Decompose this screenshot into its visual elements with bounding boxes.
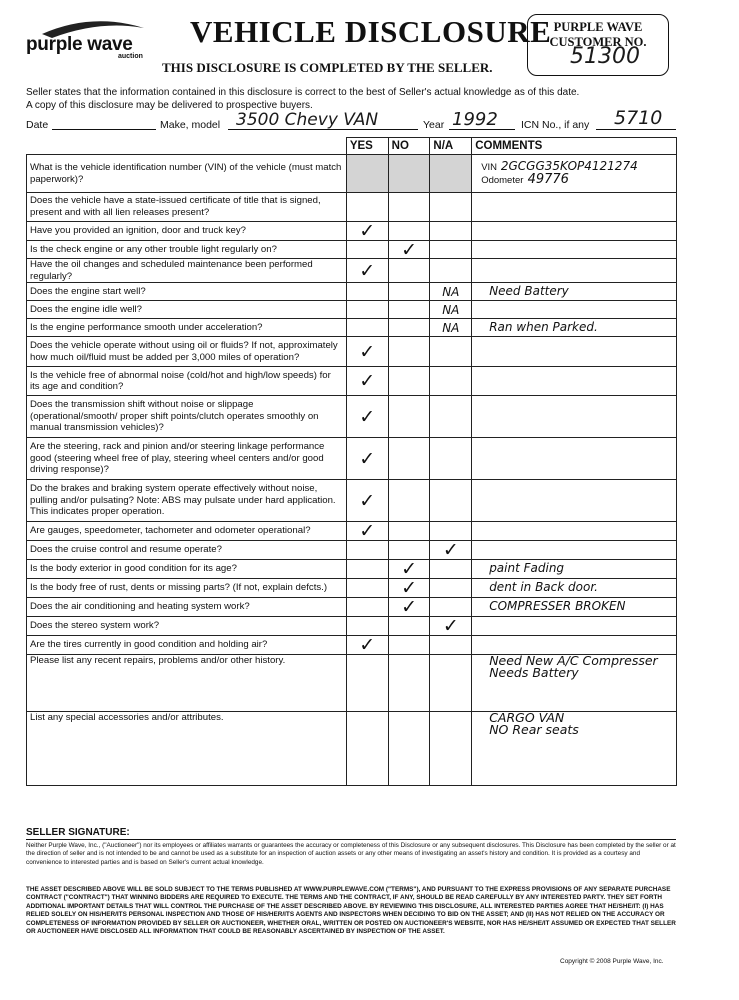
question-text: Are the tires currently in good condition and holding air? [27,636,347,655]
copyright-text: Copyright © 2008 Purple Wave, Inc. [560,958,664,965]
answer-cell-na[interactable] [430,337,472,367]
table-row [27,193,677,222]
answer-cell-yes[interactable] [346,367,388,396]
question-text: Does the vehicle have a state-issued certificate of title that is signed, present and with all lien releases present? [27,193,347,222]
odometer-label: Odometer [481,174,524,186]
question-text: Does the transmission shift without noise or slippage (operational/smooth/ proper shift points/clutch operates smoothly on manual transmission vehicles)? [27,396,347,438]
checkmark-icon: ✓ [442,615,459,638]
comment-cell[interactable] [472,541,677,560]
seller-signature-label: SELLER SIGNATURE: [26,827,130,838]
answer-cell-na[interactable] [430,241,472,259]
comment-cell[interactable] [472,301,677,319]
vin-line [475,158,673,174]
logo-subtext: auction [118,53,143,60]
na-mark: NA [442,302,460,317]
question-text: Does the vehicle operate without using oil or fluids? If not, approximately how much oil/fluid must be added per 3,000 miles of operation? [27,337,347,367]
answer-cell-na[interactable] [430,319,472,337]
checkmark-icon: ✓ [359,340,376,363]
comment-cell[interactable] [472,636,677,655]
question-text: Does the cruise control and resume operate? [27,541,347,560]
table-header-row [27,138,677,155]
answer-cell-na[interactable] [430,522,472,541]
comment-cell[interactable] [472,712,677,786]
comment-cell[interactable] [472,337,677,367]
answer-cell-yes[interactable] [346,319,388,337]
answer-cell-na[interactable] [430,301,472,319]
logo-text: purple wave [26,34,133,55]
answer-cell-na[interactable] [430,283,472,301]
checkmark-icon: ✓ [359,370,376,393]
comment-text: Need New A/C Compresser [489,653,658,669]
answer-cell-na[interactable] [430,712,472,786]
answer-cell-no[interactable] [388,598,430,617]
question-text: List any special accessories and/or attributes. [27,712,347,786]
comment-cell[interactable] [472,283,677,301]
answer-cell-no[interactable] [388,222,430,241]
icn-field[interactable] [596,129,676,130]
table-row [27,283,677,301]
question-text: Is the check engine or any other trouble light regularly on? [27,241,347,259]
vin-value: 2GCGG35KOP4121274 [500,158,638,173]
year-value: 1992 [452,109,498,130]
answer-cell-yes[interactable] [346,337,388,367]
comment-cell[interactable] [472,480,677,522]
checkmark-icon: ✓ [359,489,376,512]
answer-cell-no[interactable] [388,259,430,283]
answer-cell-yes[interactable] [346,636,388,655]
comment-cell[interactable] [472,438,677,480]
question-text: Are gauges, speedometer, tachometer and odometer operational? [27,522,347,541]
answer-cell-na[interactable] [430,598,472,617]
disclaimer-paragraph: Neither Purple Wave, Inc., ("Auctioneer") nor its employees or affiliates warrants or guarantees the accuracy or completeness of this Disclosure or any subsequent disclosures. This Disclosure has been completed by the seller or at the direction of seller and is not intended to be and cannot be used as a substitute for an inspection of auction assets or any other means of investigating an asset's history and condition. It is provided as a courtesy and convenience to interested parties and is based on Seller's current actual knowledge. [26,842,676,866]
table-row [27,579,677,598]
question-text: Do the brakes and braking system operate effectively without noise, pulling and/or pulsating? Note: ABS may pulsate under hard application. This indicates proper operation. [27,480,347,522]
answer-cell-na[interactable] [430,367,472,396]
comment-text: CARGO VAN [489,710,565,726]
table-row [27,337,677,367]
question-text: Have you provided an ignition, door and truck key? [27,222,347,241]
table-row [27,598,677,617]
comment-text-2: NO Rear seats [489,721,579,737]
na-mark: NA [442,284,460,299]
answer-cell-no[interactable] [388,283,430,301]
question-text: Does the air conditioning and heating system work? [27,598,347,617]
answer-cell-no[interactable] [388,522,430,541]
answer-cell-yes[interactable] [346,480,388,522]
answer-cell-no[interactable] [388,480,430,522]
answer-cell-yes[interactable] [346,522,388,541]
question-text: Are the steering, rack and pinion and/or steering linkage performance good (steering wheel free of play, steering wheel centers and/or good driving response)? [27,438,347,480]
answer-cell-yes[interactable] [346,301,388,319]
checkmark-icon: ✓ [401,596,417,619]
comment-cell[interactable] [472,598,677,617]
answer-cell-yes[interactable] [346,617,388,636]
table-row [27,522,677,541]
date-field[interactable] [52,129,156,130]
table-row [27,301,677,319]
vin-label: VIN [481,161,498,173]
table-row [27,712,677,786]
question-text: Does the engine idle well? [27,301,347,319]
checkmark-icon: ✓ [359,259,376,282]
answer-cell-na[interactable] [430,259,472,283]
comment-text: dent in Back door. [489,580,598,595]
answer-cell-na[interactable] [430,480,472,522]
answer-cell-no[interactable] [388,396,430,438]
terms-paragraph: THE ASSET DESCRIBED ABOVE WILL BE SOLD SUBJECT TO THE TERMS PUBLISHED AT WWW.PURPLEWAVE.COM ("TERMS"), AND PURSUANT TO THE EXPRESS PROVISIONS OF ANY SEPARATE PURCHASE CONTRACT ("CONTRACT") THAT WINNING BIDDERS ARE REQUIRED TO EXECUTE. THE TERMS AND THE CONTRACT, IF ANY, SHOULD BE READ CAREFULLY BY ANY INTERESTED PARTY. THEY SET FORTH ADDITIONAL IMPORTANT DETAILS THAT WILL CONTROL THE PURCHASE OF THE ASSET DESCRIBED ABOVE. BY REVIEWING THIS DISCLOSURE, ALL INTERESTED PARTIES AGREE THAT HE/SHE/IT: (I) HAS RELIED SOLELY ON HIS/HER/ITS PERSONAL INSPECTION AND THOSE OF HIS/HER/ITS AGENTS AND INSPECTORS WHEN DECIDING TO BID ON THE ASSET; AND (II) HAS NOT RELIED ON THE ACCURACY OR COMPLETENESS OF INFORMATION PROVIDED BY SELLER OR AUCTIONEER, WHETHER ORAL, WRITTEN OR POSTED ON AUCTIONEER'S WEBSITE, NOR HAS HE/SHE/IT ASSUMED OR EXPECTED THAT SELLER OR AUCTIONEER HAVE DISCLOSED ALL INFORMATION THAT COULD BE REASONABLY ASCERTAINED BY INSPECTION OF THE ASSET. [26,886,676,936]
answer-cell-yes[interactable] [346,222,388,241]
question-text: Please list any recent repairs, problems and/or other history. [27,655,347,712]
comment-cell[interactable] [472,617,677,636]
answer-cell-yes[interactable] [346,283,388,301]
table-row [27,655,677,712]
header-question [27,138,347,155]
question-text: Does the stereo system work? [27,617,347,636]
question-text: Is the body exterior in good condition for its age? [27,560,347,579]
page-subtitle: THIS DISCLOSURE IS COMPLETED BY THE SELLER. [162,60,493,75]
answer-cell-no[interactable] [388,617,430,636]
answer-cell-na[interactable] [430,193,472,222]
checkmark-icon: ✓ [442,539,459,562]
header-no: NO [388,138,430,155]
table-row [27,636,677,655]
question-text: Does the engine start well? [27,283,347,301]
disclosure-table [26,137,677,786]
answer-cell-yes[interactable] [346,193,388,222]
page-title: VEHICLE DISCLOSURE [190,14,552,49]
answer-cell-yes[interactable] [346,712,388,786]
header-comments: COMMENTS [472,138,677,155]
comment-text-2: Needs Battery [489,664,579,680]
answer-cell-na[interactable] [430,560,472,579]
answer-cell-no[interactable] [388,301,430,319]
answer-cell-no[interactable] [388,712,430,786]
table-row [27,259,677,283]
answer-cell-no[interactable] [388,438,430,480]
customer-number-label-line2: CUSTOMER NO. [549,35,647,49]
header-na: N/A [430,138,472,155]
answer-cell-yes[interactable] [346,438,388,480]
answer-cell-yes[interactable] [346,598,388,617]
answer-cell-yes[interactable] [346,541,388,560]
customer-number-value[interactable]: 51300 [570,44,640,69]
table-body [27,155,677,786]
comment-text: Need Battery [489,283,569,298]
question-text: What is the vehicle identification number (VIN) of the vehicle (must match paperwork)? [27,155,347,193]
checkmark-icon: ✓ [359,634,376,657]
comment-cell[interactable] [472,367,677,396]
signature-line[interactable] [26,839,676,840]
answer-cell-no[interactable] [388,655,430,712]
comment-text: Ran when Parked. [489,319,598,334]
checkmark-icon: ✓ [401,558,417,581]
table-row [27,222,677,241]
answer-cell-no[interactable] [388,636,430,655]
comment-cell[interactable] [472,560,677,579]
date-label: Date [26,119,49,131]
answer-cell-na[interactable] [430,655,472,712]
answer-cell-no[interactable] [388,579,430,598]
comment-cell[interactable] [472,579,677,598]
comment-text: COMPRESSER BROKEN [489,599,626,614]
odometer-line [475,171,673,187]
answer-cell-yes[interactable] [346,155,388,193]
comment-cell[interactable] [472,193,677,222]
table-row [27,155,677,193]
answer-cell-yes[interactable] [346,396,388,438]
make-value: 3500 Chevy VAN [236,110,379,130]
question-text: Have the oil changes and scheduled maintenance been performed regularly? [27,259,347,283]
answer-cell-na[interactable] [430,636,472,655]
answer-cell-na[interactable] [430,438,472,480]
table-row [27,367,677,396]
answer-cell-yes[interactable] [346,259,388,283]
answer-cell-na[interactable] [430,579,472,598]
answer-cell-no[interactable] [388,238,430,261]
answer-cell-na[interactable] [430,155,472,193]
checkmark-icon: ✓ [401,577,417,600]
table-row [27,241,677,259]
comment-text: paint Fading [489,561,565,576]
answer-cell-yes[interactable] [346,241,388,259]
checkmark-icon: ✓ [359,447,376,470]
comment-cell[interactable] [472,241,677,259]
na-mark: NA [442,320,460,335]
comment-cell[interactable] [472,396,677,438]
checkmark-icon: ✓ [359,220,376,242]
year-label: Year [423,119,445,131]
answer-cell-yes[interactable] [346,579,388,598]
answer-cell-no[interactable] [388,560,430,579]
answer-cell-na[interactable] [430,617,472,636]
comment-cell[interactable] [472,222,677,241]
comment-cell[interactable] [472,522,677,541]
question-text: Is the engine performance smooth under acceleration? [27,319,347,337]
table-row [27,617,677,636]
answer-cell-no[interactable] [388,337,430,367]
odometer-value: 49776 [527,171,569,187]
checkmark-icon: ✓ [359,520,376,543]
answer-cell-no[interactable] [388,541,430,560]
header-yes: YES [346,138,388,155]
table-row [27,396,677,438]
comment-cell[interactable] [472,259,677,283]
icn-value: 5710 [614,107,663,129]
answer-cell-no[interactable] [388,193,430,222]
table-row [27,480,677,522]
answer-cell-na[interactable] [430,222,472,241]
table-row [27,319,677,337]
answer-cell-no[interactable] [388,155,430,193]
answer-cell-no[interactable] [388,367,430,396]
answer-cell-na[interactable] [430,396,472,438]
checkmark-icon: ✓ [401,238,417,261]
table-row [27,560,677,579]
question-text: Is the body free of rust, dents or missing parts? (If not, explain defcts.) [27,579,347,598]
answer-cell-yes[interactable] [346,655,388,712]
checkmark-icon: ✓ [359,405,376,428]
question-text: Is the vehicle free of abnormal noise (cold/hot and high/low speeds) for its age and condition? [27,367,347,396]
icn-label: ICN No., if any [521,119,590,131]
comment-cell[interactable] [472,655,677,712]
answer-cell-na[interactable] [430,541,472,560]
answer-cell-yes[interactable] [346,560,388,579]
comment-cell[interactable] [472,155,677,193]
table-row [27,438,677,480]
make-label: Make, model [160,119,221,131]
intro-line-2: A copy of this disclosure may be delivered to prospective buyers. [26,100,313,111]
comment-cell[interactable] [472,319,677,337]
intro-line-1: Seller states that the information contained in this disclosure is correct to the best of Seller's actual knowledge as of this date. [26,87,580,98]
customer-number-label-line1: PURPLE WAVE [553,20,643,34]
table-row [27,541,677,560]
answer-cell-no[interactable] [388,319,430,337]
